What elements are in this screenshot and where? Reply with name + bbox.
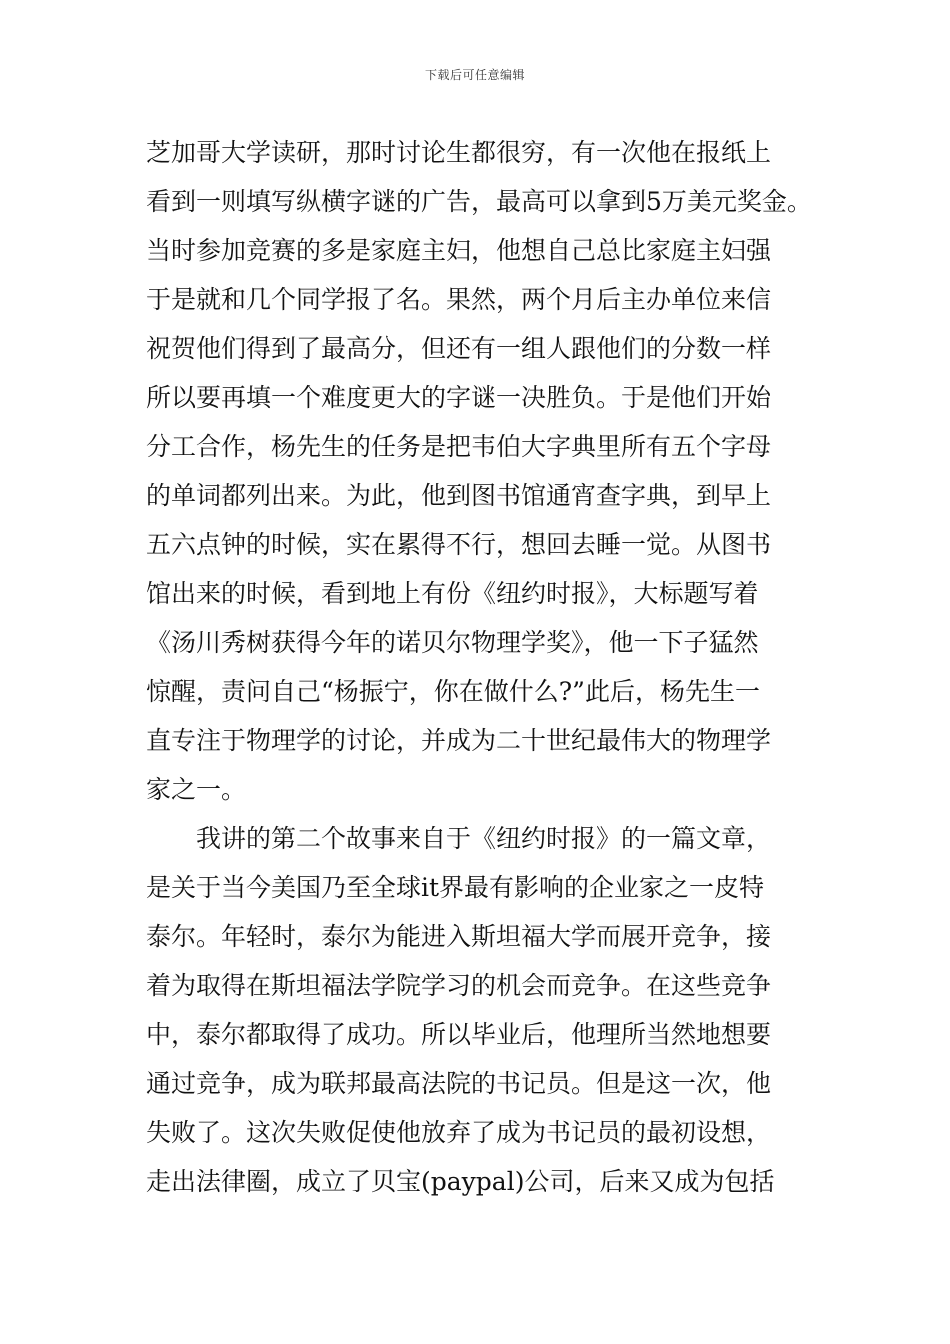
text-line: 分工合作，杨先生的任务是把韦伯大字典里所有五个字母: [146, 432, 772, 461]
text-line: 当时参加竞赛的多是家庭主妇，他想自己总比家庭主妇强: [146, 236, 772, 265]
paragraph-yang-story: [146, 128, 816, 814]
text-line: 泰尔。年轻时，泰尔为能进入斯坦福大学而展开竞争，接: [146, 922, 772, 951]
text-line: 祝贺他们得到了最高分，但还有一组人跟他们的分数一样: [146, 334, 772, 363]
text-line: 芝加哥大学读研，那时讨论生都很穷，有一次他在报纸上: [146, 138, 772, 167]
text-line-indented: 我讲的第二个故事来自于《纽约时报》的一篇文章，: [196, 824, 772, 853]
document-body: [146, 128, 816, 1206]
text-line: 惊醒，责问自己“杨振宁，你在做什么?”此后，杨先生一: [146, 677, 760, 706]
text-line: 于是就和几个同学报了名。果然，两个月后主办单位来信: [146, 285, 772, 314]
text-line: 看到一则填写纵横字谜的广告，最高可以拿到5万美元奖金。: [146, 187, 812, 216]
text-line: 馆出来的时候，看到地上有份《纽约时报》，大标题写着: [146, 579, 759, 608]
paragraph-thiel-story: [146, 814, 816, 1206]
text-line: 通过竞争，成为联邦最高法院的书记员。但是这一次，他: [146, 1069, 772, 1098]
text-line: 着为取得在斯坦福法学院学习的机会而竞争。在这些竞争: [146, 971, 772, 1000]
text-line: 所以要再填一个难度更大的字谜一决胜负。于是他们开始: [146, 383, 772, 412]
text-line: 五六点钟的时候，实在累得不行，想回去睡一觉。从图书: [146, 530, 772, 559]
text-line: 中，泰尔都取得了成功。所以毕业后，他理所当然地想要: [146, 1020, 772, 1049]
text-line: 《汤川秀树获得今年的诺贝尔物理学奖》，他一下子猛然: [146, 628, 759, 657]
text-line: 直专注于物理学的讨论，并成为二十世纪最伟大的物理学: [146, 726, 772, 755]
text-line: 走出法律圈，成立了贝宝(paypal)公司，后来又成为包括: [146, 1167, 775, 1196]
text-line: 是关于当今美国乃至全球it界最有影响的企业家之一皮特: [146, 873, 765, 902]
text-line: 家之一。: [146, 775, 247, 804]
text-line: 失败了。这次失败促使他放弃了成为书记员的最初设想，: [146, 1118, 772, 1147]
page-header: 下载后可任意编辑: [424, 68, 525, 82]
text-line: 的单词都列出来。为此，他到图书馆通宵查字典，到早上: [146, 481, 772, 510]
